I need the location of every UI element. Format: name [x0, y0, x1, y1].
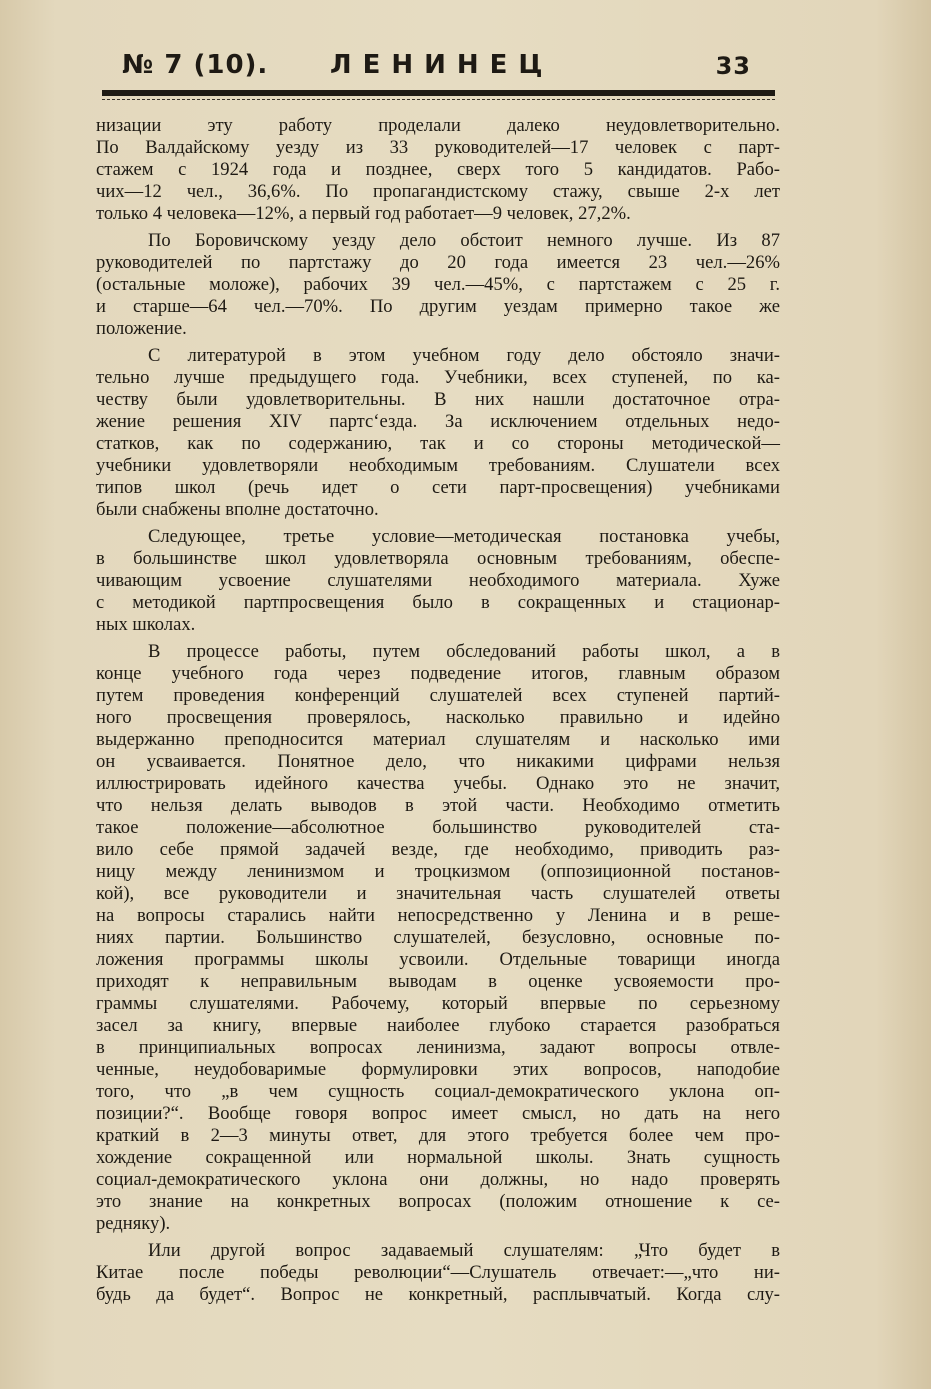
text-line: будь да будет“. Вопрос не конкретный, расплывчатый. Когда слу-	[96, 1284, 780, 1305]
text-line: Следующее, третье условие—методическая постановка учебы,	[148, 526, 780, 547]
text-line: граммы слушателями. Рабочему, который впервые по серьезному	[96, 993, 780, 1014]
text-line: ных школах.	[96, 614, 196, 635]
text-line: что нельзя делать выводов в этой части. Необходимо отметить	[96, 795, 780, 816]
text-line: были снабжены вполне достаточно.	[96, 499, 379, 520]
header-rule-thick	[102, 90, 775, 96]
text-line: засел за книгу, впервые наиболее глубоко старается разобраться	[96, 1015, 780, 1036]
text-line: В процессе работы, путем обследований работы школ, а в	[148, 641, 780, 662]
text-line: Или другой вопрос задаваемый слушателям: „Что будет в	[148, 1240, 780, 1261]
paragraph	[96, 345, 780, 521]
text-line: позиции?“. Вообще говоря вопрос имеет смысл, но дать на него	[96, 1103, 780, 1124]
paragraph	[96, 115, 780, 225]
text-line: ченные, неудобоваримые формулировки этих вопросов, наподобие	[96, 1059, 780, 1080]
text-line: чивающим усвоение слушателями необходимого материала. Хуже	[96, 570, 780, 591]
text-line: ного просвещения проверялось, насколько правильно и идейно	[96, 707, 780, 728]
text-line: редняку).	[96, 1213, 171, 1234]
text-line: стажем с 1924 года и позднее, сверх того 5 кандидатов. Рабо-	[96, 159, 780, 180]
text-line: ницу между ленинизмом и троцкизмом (оппозиционной постанов-	[96, 861, 780, 882]
text-line: ниях партии. Большинство слушателей, безусловно, основные по-	[96, 927, 780, 948]
text-line: он усваивается. Понятное дело, что никакими цифрами нельзя	[96, 751, 780, 772]
text-line: и старше—64 чел.—70%. По другим уездам примерно такое же	[96, 296, 780, 317]
article-body	[96, 115, 780, 1311]
paragraph	[96, 526, 780, 636]
text-line: учебники удовлетворяли необходимым требованиям. Слушатели всех	[96, 455, 780, 476]
running-header	[102, 44, 775, 88]
paragraph	[96, 230, 780, 340]
text-line: того, что „в чем сущность социал-демократического уклона оп-	[96, 1081, 780, 1102]
text-line: такое положение—абсолютное большинство руководителей ста-	[96, 817, 780, 838]
text-line: социал-демократического уклона они должны, но надо проверять	[96, 1169, 780, 1190]
text-line: иллюстрировать идейного качества учебы. Однако это не значит,	[96, 773, 780, 794]
text-line: на вопросы старались найти непосредственно у Ленина и в реше-	[96, 905, 780, 926]
text-line: в большинстве школ удовлетворяла основным требованиям, обеспе-	[96, 548, 780, 569]
text-line: выдержанно преподносится материал слушателям и насколько ими	[96, 729, 780, 750]
text-line: вило себе прямой задачей везде, где необходимо, приводить раз-	[96, 839, 780, 860]
header-rule-dashed	[102, 99, 775, 100]
paragraph	[96, 1240, 780, 1306]
text-line: По Боровичскому уезду дело обстоит немного лучше. Из 87	[148, 230, 780, 251]
text-line: руководителей по партстажу до 20 года имеется 23 чел.—26%	[96, 252, 780, 273]
text-line: чих—12 чел., 36,6%. По пропагандистскому стажу, свыше 2-х лет	[96, 181, 780, 202]
text-line: краткий в 2—3 минуты ответ, для этого требуется более чем про-	[96, 1125, 780, 1146]
text-line: в принципиальных вопросах ленинизма, задают вопросы отвле-	[96, 1037, 780, 1058]
text-line: ложения программы школы усвоили. Отдельные товарищи иногда	[96, 949, 780, 970]
text-line: путем проведения конференций слушателей всех ступеней партий-	[96, 685, 780, 706]
text-line: это знание на конкретных вопросах (положим отношение к се-	[96, 1191, 780, 1212]
text-line: По Валдайскому уезду из 33 руководителей—17 человек с парт-	[96, 137, 780, 158]
paragraph	[96, 641, 780, 1235]
text-line: статков, как по содержанию, так и со стороны методической—	[96, 433, 780, 454]
text-line: низации эту работу проделали далеко неудовлетворительно.	[96, 115, 780, 136]
text-line: хождение сокращенной или нормальной школы. Знать сущность	[96, 1147, 780, 1168]
text-line: конце учебного года через подведение итогов, главным образом	[96, 663, 780, 684]
issue-number: № 7 (10).	[122, 50, 269, 80]
text-line: только 4 человека—12%, а первый год работает—9 человек, 27,2%.	[96, 203, 631, 224]
text-line: приходят к неправильным выводам в оценке усвояемости про-	[96, 971, 780, 992]
text-line: с методикой партпросвещения было в сокращенных и стационар-	[96, 592, 780, 613]
text-line: типов школ (речь идет о сети парт-просвещения) учебниками	[96, 477, 780, 498]
page-number: 33	[715, 52, 751, 80]
text-line: тельно лучше предыдущего года. Учебники, всех ступеней, по ка-	[96, 367, 780, 388]
text-line: Китае после победы революции“—Слушатель отвечает:—„что ни-	[96, 1262, 780, 1283]
text-line: честву были удовлетворительны. В них нашли достаточное отра-	[96, 389, 780, 410]
text-line: жение решения XIV партс‘езда. За исключением отдельных недо-	[96, 411, 780, 432]
journal-title: ЛЕНИНЕЦ	[330, 50, 554, 80]
text-line: кой), все руководители и значительная часть слушателей ответы	[96, 883, 780, 904]
text-line: (остальные моложе), рабочих 39 чел.—45%, с партстажем с 25 г.	[96, 274, 780, 295]
text-line: положение.	[96, 318, 187, 339]
text-line: С литературой в этом учебном году дело обстояло значи-	[148, 345, 780, 366]
